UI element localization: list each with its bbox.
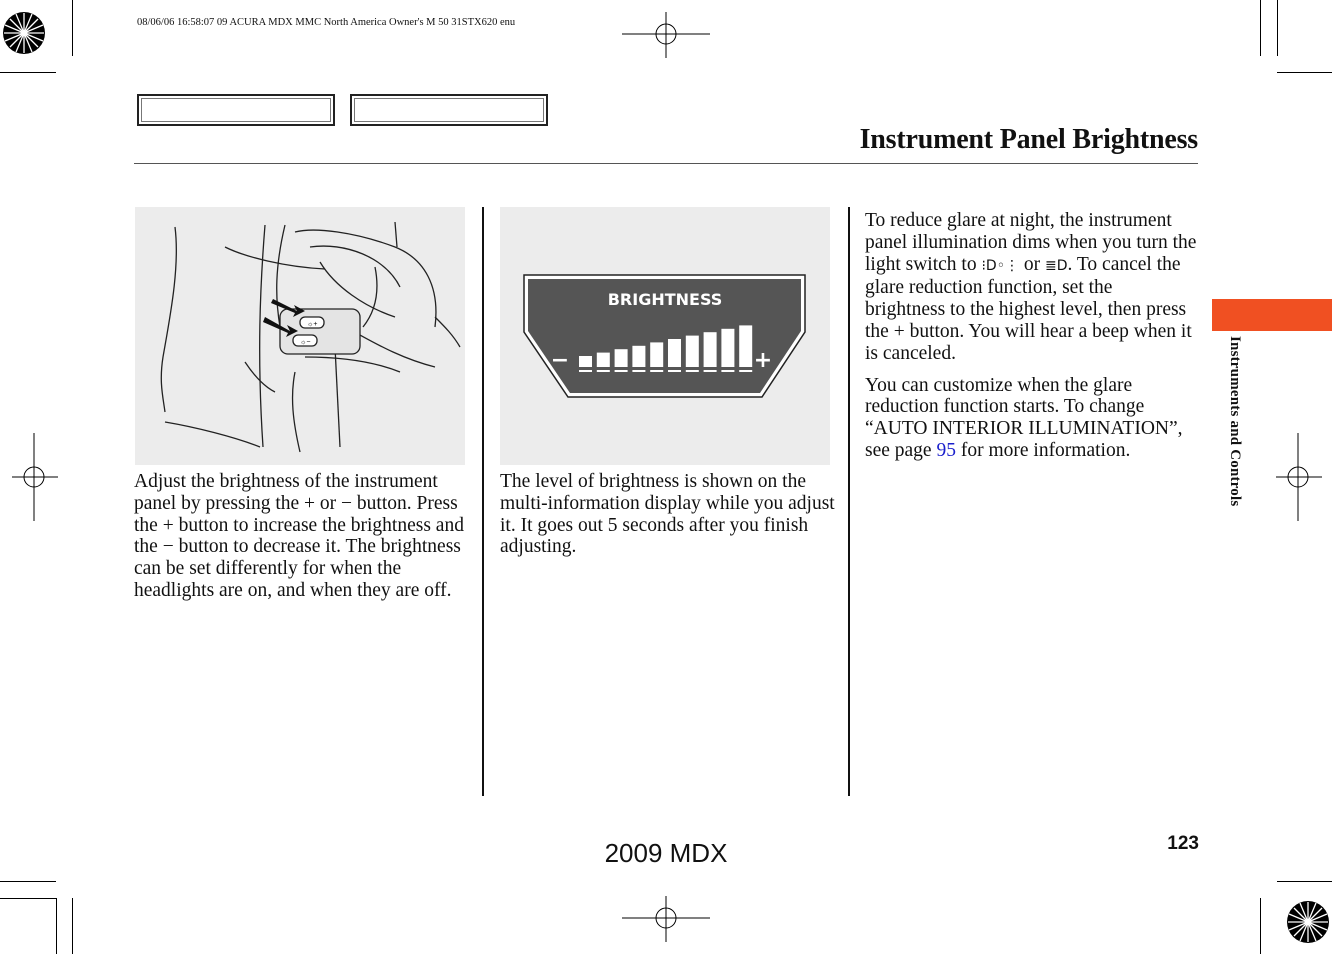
crop-mark-icon	[1260, 898, 1261, 954]
svg-text:☼−: ☼−	[300, 339, 311, 346]
brightness-display-illustration	[500, 207, 830, 465]
brightness-bar-underline	[668, 370, 681, 372]
page-95-link[interactable]: 95	[936, 439, 956, 461]
crop-mark-icon	[56, 898, 57, 954]
display-plus: +	[753, 348, 773, 373]
text-span: for more information.	[955, 439, 1131, 461]
brightness-bar	[668, 339, 681, 367]
registration-mark-icon	[1276, 433, 1322, 521]
col2-text	[500, 471, 835, 568]
svg-text:☼+: ☼+	[307, 321, 318, 328]
registration-mark-icon	[1284, 898, 1332, 946]
brightness-bar-underline	[597, 370, 610, 372]
section-tab[interactable]	[1212, 299, 1332, 331]
brightness-bar-underline	[686, 370, 699, 372]
paragraph: Adjust the brightness of the instrument panel by pressing the + or − button. Press the + button to increase the brightness and the − button to decrease it. The brightness can be set differently for when the headlights are on, and when they are off.	[134, 471, 464, 601]
crop-mark-icon	[1277, 72, 1332, 73]
brightness-bar	[704, 332, 717, 367]
nav-button-next[interactable]	[350, 94, 548, 126]
registration-mark-icon	[622, 12, 710, 58]
print-header: 08/06/06 16:58:07 09 ACURA MDX MMC North America Owner's M 50 31STX620 enu	[137, 17, 516, 28]
brightness-bar-underline	[721, 370, 734, 372]
control-buttons-illustration	[135, 207, 465, 465]
paragraph	[865, 375, 1197, 462]
text-span: or	[1018, 253, 1045, 275]
brightness-bar	[615, 349, 628, 367]
crop-mark-icon	[72, 898, 73, 954]
brightness-bar	[579, 356, 592, 367]
text-span: To reduce glare at night, the instrument panel illumination dims when you turn the light switch to	[865, 210, 1197, 275]
page-title: Instrument Panel Brightness	[859, 124, 1198, 155]
title-rule	[134, 163, 1198, 164]
side-tab-label	[1221, 336, 1247, 550]
brightness-bar-underline	[632, 370, 645, 372]
brightness-bar	[686, 336, 699, 367]
crop-mark-icon	[1277, 0, 1278, 56]
brightness-bar	[721, 329, 734, 367]
column-divider	[482, 207, 484, 796]
column-divider	[848, 207, 850, 796]
text-span: . To cancel the glare reduction function, set the brightness to the highest level, then press the + button. You will hear a beep when it is canceled.	[865, 253, 1192, 364]
brightness-bar-underline	[615, 370, 628, 372]
paragraph: The level of brightness is shown on the multi-information display while you adjust it. It goes out 5 seconds after you finish adjusting.	[500, 471, 835, 558]
crop-mark-icon	[1277, 881, 1332, 882]
side-tab-text: Instruments and Controls	[1227, 336, 1243, 507]
col3-text	[865, 210, 1197, 472]
brightness-bar-underline	[739, 370, 752, 372]
crop-mark-icon	[0, 72, 56, 73]
paragraph	[865, 210, 1197, 365]
crop-mark-icon	[72, 0, 73, 56]
parking-light-icon: ⁝D◦⋮	[981, 257, 1019, 274]
registration-mark-icon	[622, 896, 710, 942]
col1-text	[134, 471, 469, 612]
headlight-icon: ≣D	[1044, 257, 1068, 274]
display-label: BRIGHTNESS	[607, 290, 723, 309]
brightness-bar	[632, 346, 645, 367]
nav-button-previous[interactable]	[137, 94, 335, 126]
brightness-bar-underline	[579, 370, 592, 372]
registration-mark-icon	[0, 9, 48, 57]
registration-mark-icon	[12, 433, 58, 521]
text-span: You can customize when the glare reduction function starts. To change “AUTO INTERIOR ILLUMINATION”, see page	[865, 374, 1183, 461]
crop-mark-icon	[0, 881, 56, 882]
crop-mark-icon	[0, 898, 56, 899]
brightness-bar	[597, 353, 610, 367]
page-number: 123	[1167, 833, 1199, 854]
brightness-bar-underline	[650, 370, 663, 372]
brightness-bar	[650, 342, 663, 367]
brightness-bar	[739, 325, 752, 367]
model-name: 2009 MDX	[604, 838, 728, 868]
display-minus: −	[550, 348, 570, 373]
crop-mark-icon	[1260, 0, 1261, 56]
brightness-bar-underline	[704, 370, 717, 372]
